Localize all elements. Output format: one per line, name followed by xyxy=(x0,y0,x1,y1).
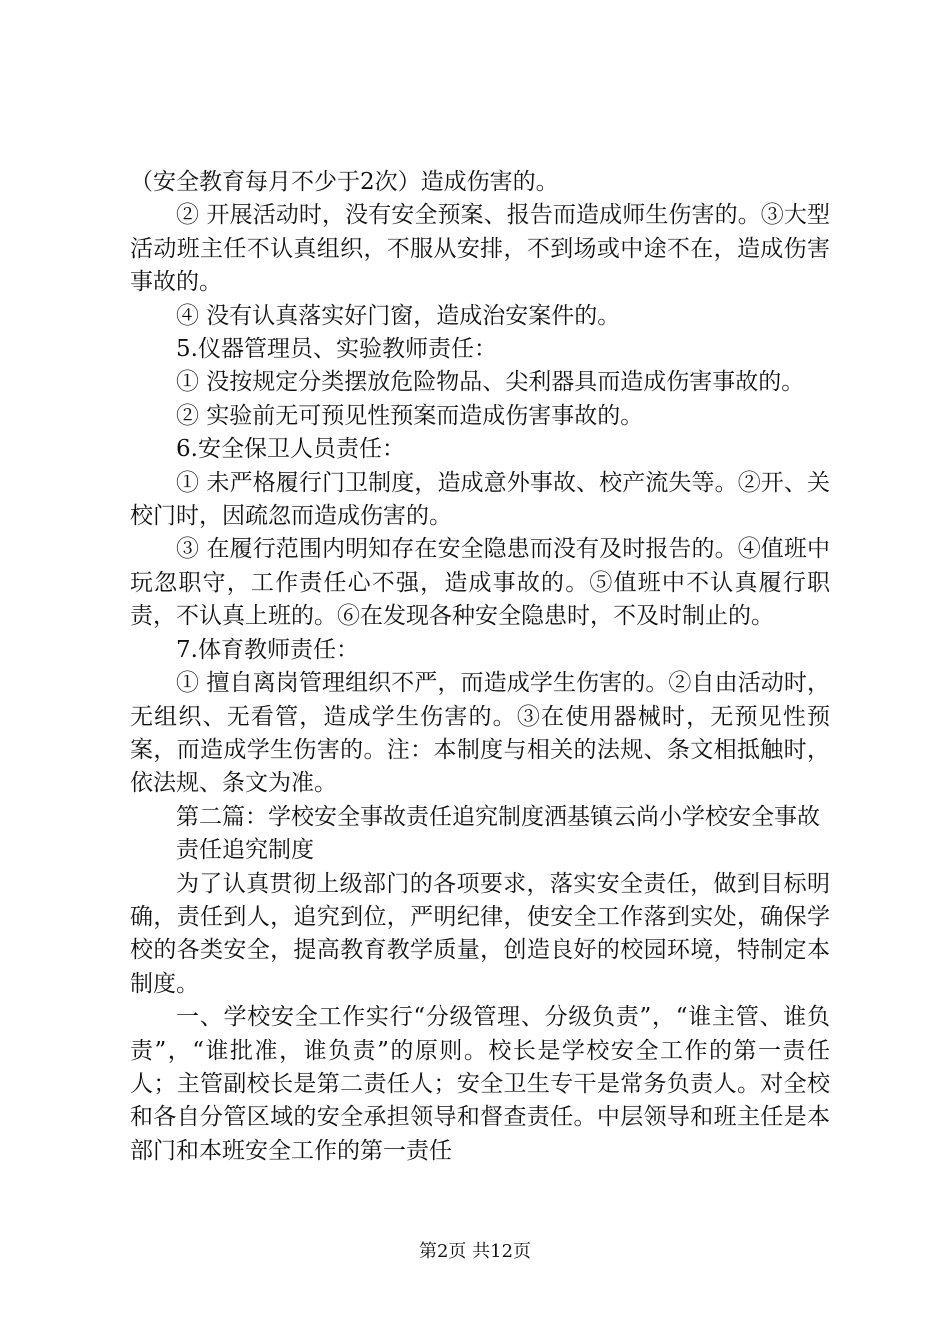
document-body xyxy=(130,166,830,1168)
paragraph: ③ 在履行范围内明知存在安全隐患而没有及时报告的。④值班中玩忽职守，工作责任心不强，造成事故的。⑤值班中不认真履行职责，不认真上班的。⑥在发现各种安全隐患时，不及时制止的。 xyxy=(130,536,830,630)
paragraph: 一、学校安全工作实行“分级管理、分级负责”，“谁主管、谁负责”，“谁批准，谁负责”的原则。校长是学校安全工作的第一责任人；主管副校长是第二责任人；安全卫生专干是常务负责人。对全校和各自分管区域的安全承担领导和督查责任。中层领导和班主任是本部门和本班安全工作的第一责任 xyxy=(130,1004,830,1164)
paragraph: ② 开展活动时，没有安全预案、报告而造成师生伤害的。③大型活动班主任不认真组织，不服从安排，不到场或中途不在，造成伤害事故的。 xyxy=(130,202,830,296)
paragraph: 7.体育教师责任： xyxy=(176,636,359,663)
paragraph: 为了认真贯彻上级部门的各项要求，落实安全责任，做到目标明确，责任到人，追究到位，严明纪律，使安全工作落到实处，确保学校的各类安全，提高教育教学质量，创造良好的校园环境，特制定本制度。 xyxy=(130,870,830,997)
section-heading-continued: 责任追究制度 xyxy=(176,837,314,864)
paragraph: ② 实验前无可预见性预案而造成伤害事故的。 xyxy=(176,402,644,429)
paragraph: ① 没按规定分类摆放危险物品、尖利器具而造成伤害事故的。 xyxy=(176,369,805,396)
paragraph: ① 擅自离岗管理组织不严，而造成学生伤害的。②自由活动时，无组织、无看管，造成学生伤害的。③在使用器械时，无预见性预案，而造成学生伤害的。注：本制度与相关的法规、条文相抵触时，依法规、条文为准。 xyxy=(130,670,830,797)
paragraph: ④ 没有认真落实好门窗，造成治安案件的。 xyxy=(176,302,621,329)
section-heading: 第二篇：学校安全事故责任追究制度洒基镇云尚小学校安全事故 xyxy=(176,803,820,830)
paragraph: 6.安全保卫人员责任： xyxy=(176,436,405,463)
page-number-footer: 第2页 共12页 xyxy=(418,1241,532,1262)
paragraph: （安全教育每月不少于2次）造成伤害的。 xyxy=(130,169,559,195)
paragraph: 5.仪器管理员、实验教师责任： xyxy=(176,336,497,363)
paragraph: ① 未严格履行门卫制度，造成意外事故、校产流失等。②开、关校门时，因疏忽而造成伤害的。 xyxy=(130,469,830,530)
